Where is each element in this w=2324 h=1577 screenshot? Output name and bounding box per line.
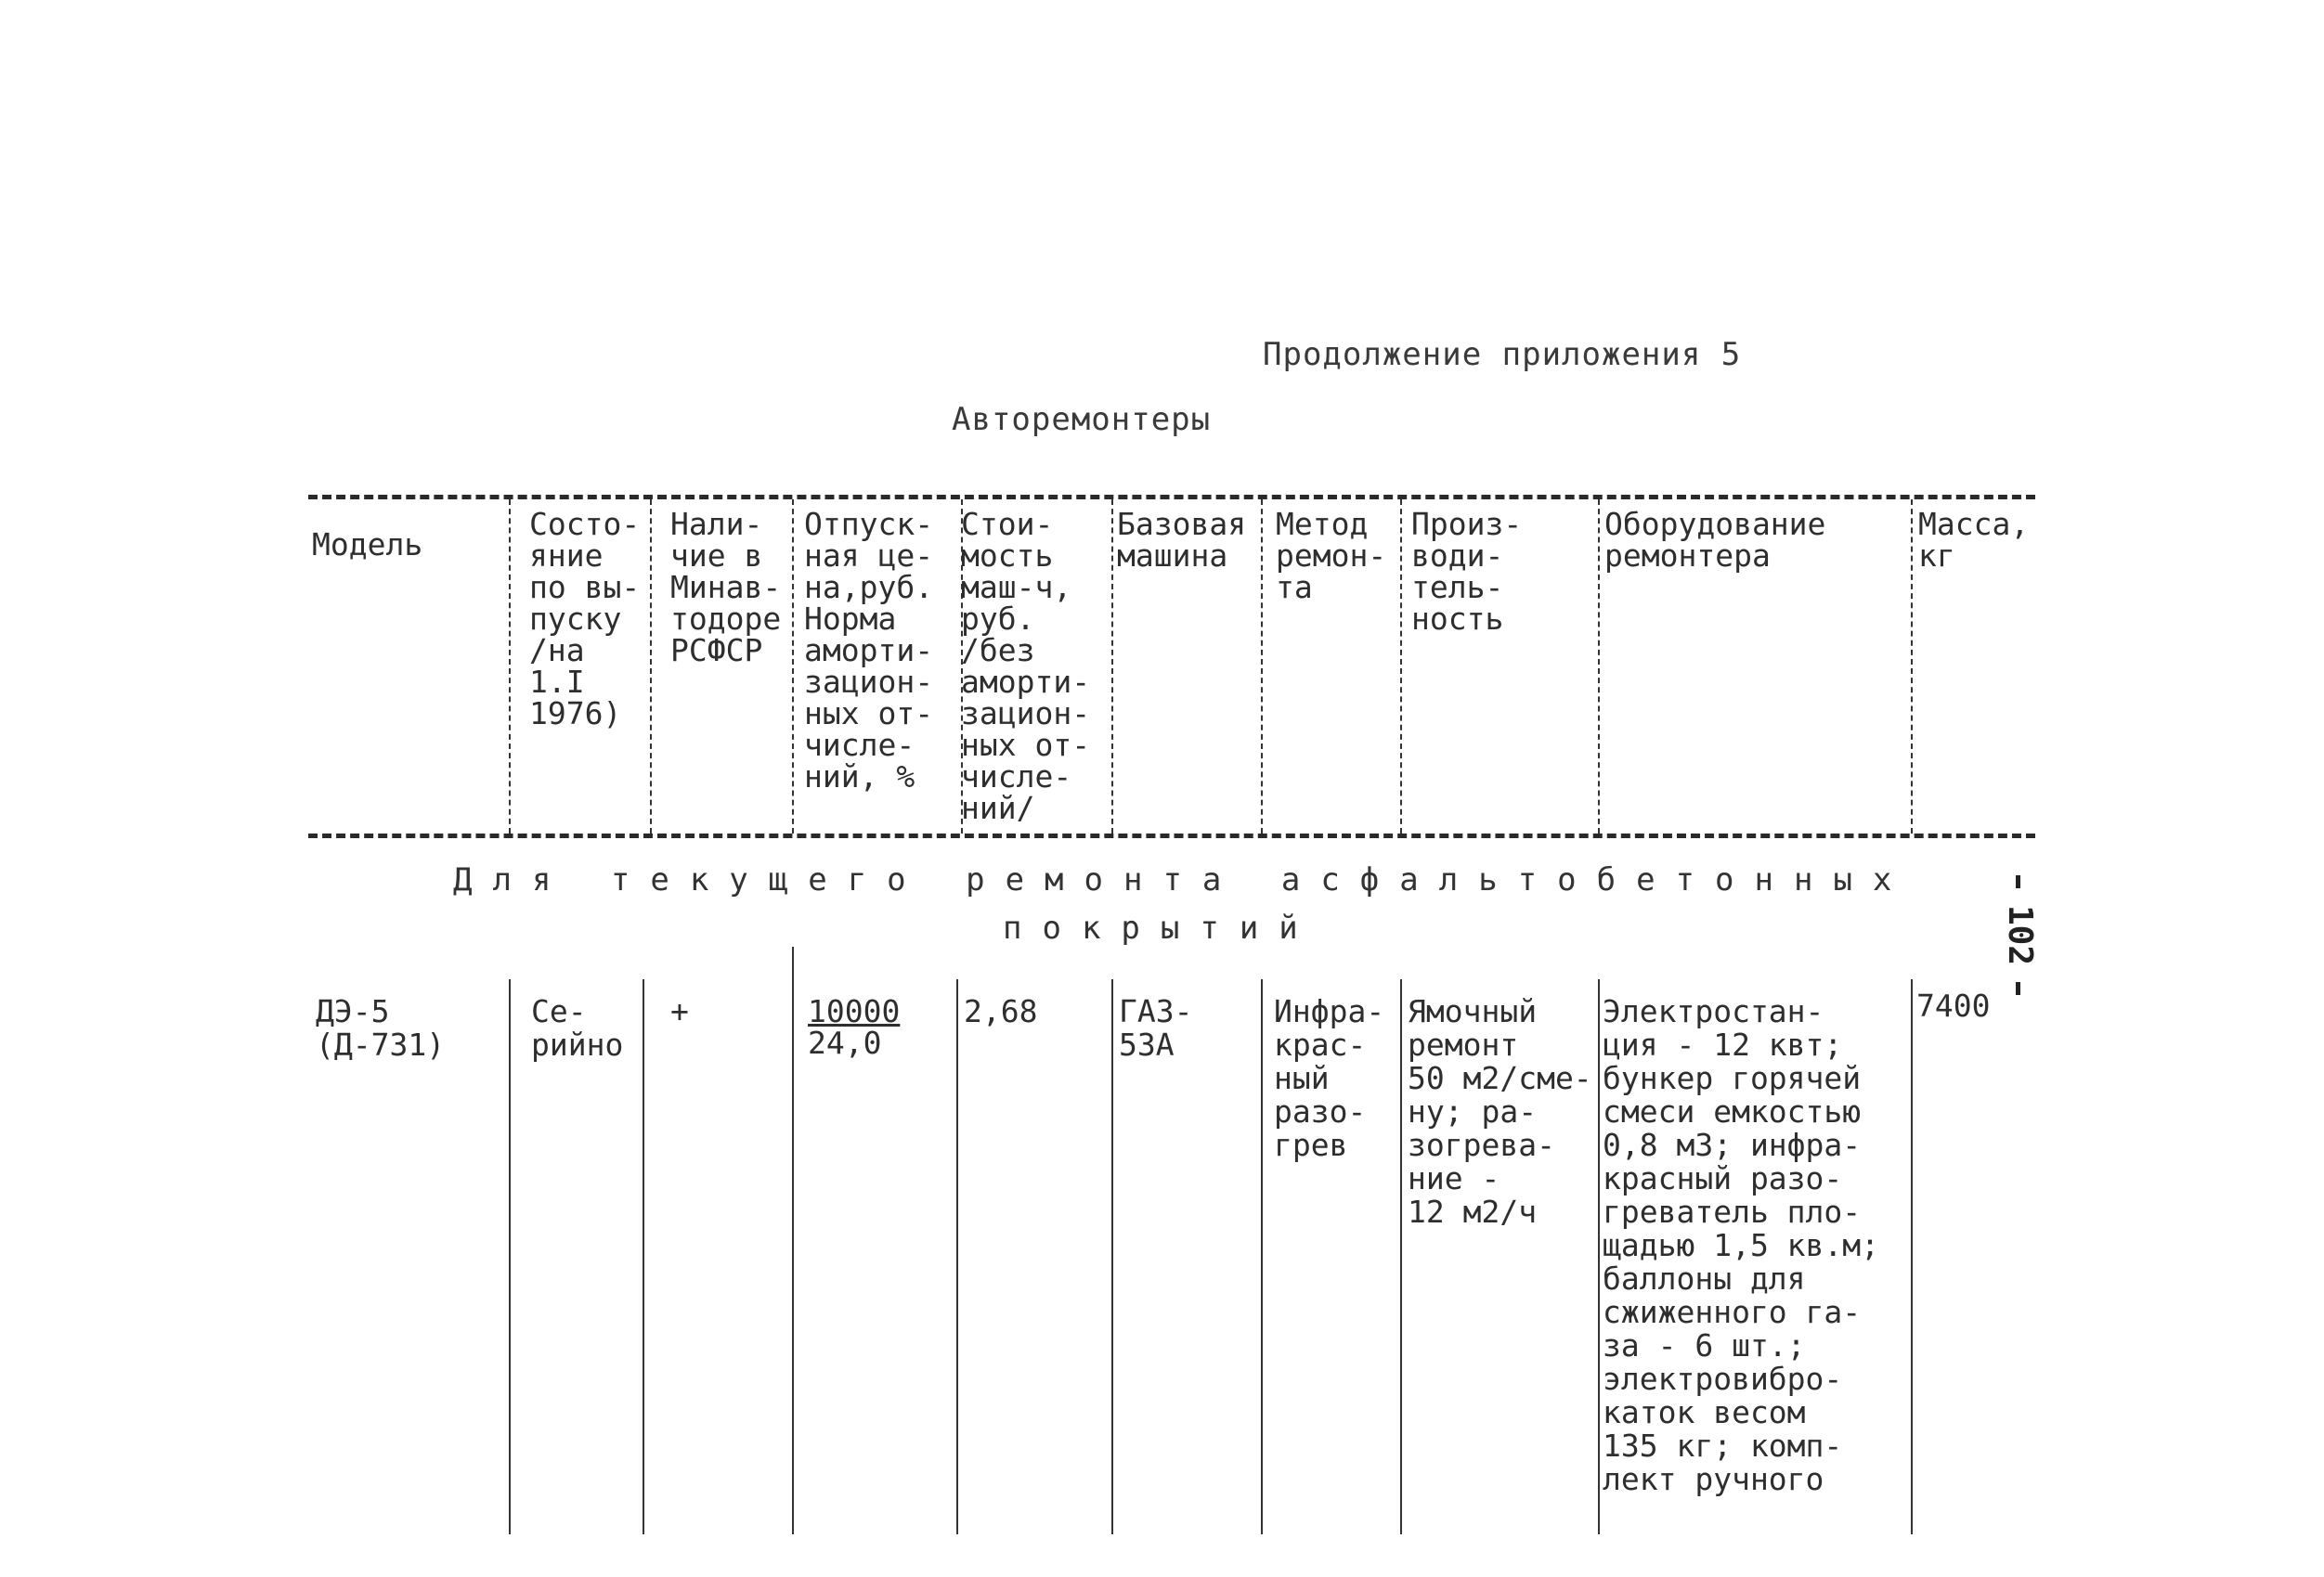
column-header-base: Базовая машина <box>1117 506 1247 574</box>
column-divider <box>643 979 644 1534</box>
cell-mass: 7400 <box>1916 988 1991 1024</box>
column-divider <box>792 947 794 1534</box>
column-header-productivity: Произ- води- тель- ность <box>1411 506 1523 637</box>
cell-method: Инфра- крас- ный разо- грев <box>1274 993 1385 1163</box>
column-divider <box>792 499 794 834</box>
cell-base-machine: ГАЗ- 53А <box>1119 993 1193 1063</box>
dash-mark <box>2017 982 2021 995</box>
column-divider <box>1911 499 1913 834</box>
appendix-continuation: Продолжение приложения 5 <box>1263 336 1742 373</box>
cell-price: 10000 <box>808 993 901 1029</box>
cell-state: Се- рийно <box>531 993 624 1063</box>
column-divider <box>1111 499 1113 834</box>
column-divider <box>509 979 511 1534</box>
column-divider <box>1261 499 1263 834</box>
column-header-method: Метод ремон- та <box>1276 506 1387 605</box>
column-divider <box>1261 979 1263 1534</box>
page-number <box>2001 859 2039 1012</box>
header-bottom-rule <box>308 834 2035 838</box>
column-header-availability: Нали- чие в Минав- тодоре РСФСР <box>670 506 782 668</box>
page-number-value: 102 <box>2001 905 2039 966</box>
column-header-equipment: Оборудование ремонтера <box>1604 506 1826 574</box>
cell-equipment: Электростан- ция - 12 квт; бункер горячей смеси емкостью 0,8 м3; инфра- красный разо- греватель пло- щадью 1,5 кв.м; баллоны для сжиженного га- за - 6 шт.; электровибро- каток весом 135 кг; комп- лект ручного <box>1603 993 1880 1497</box>
dash-mark <box>2017 875 2021 888</box>
column-header-mass: Масса, кг <box>1918 506 2030 574</box>
column-divider <box>1400 499 1402 834</box>
column-divider <box>509 499 511 834</box>
column-header-price: Отпуск- ная це- на,руб. Норма аморти- зацион- ных от- числе- ний, % <box>804 506 934 795</box>
cell-amortization-rate: 24,0 <box>808 1025 882 1061</box>
column-divider <box>650 499 652 834</box>
column-header-model: Модель <box>312 526 423 562</box>
column-divider <box>1911 979 1913 1534</box>
section-title: Для текущего ремонта асфальтобетонных <box>453 861 1913 898</box>
column-header-cost: Стои- мость маш-ч, руб. /без аморти- зацион- ных от- числе- ний/ <box>961 506 1091 826</box>
cell-availability: + <box>670 993 689 1029</box>
column-divider <box>1400 979 1402 1534</box>
cell-model: ДЭ-5 (Д-731) <box>316 993 446 1063</box>
column-divider <box>1598 979 1600 1534</box>
cell-productivity: Ямочный ремонт 50 м2/сме- ну; ра- зогрева- ние - 12 м2/ч <box>1408 993 1592 1230</box>
header-top-rule <box>308 495 2035 499</box>
table-title: Авторемонтеры <box>952 401 1212 438</box>
column-divider <box>956 979 958 1534</box>
column-divider <box>1598 499 1600 834</box>
column-header-state: Состо- яние по вы- пуску /на 1.I 1976) <box>529 506 641 731</box>
section-title-continued: покрытий <box>1003 910 1318 947</box>
column-divider <box>1111 979 1113 1534</box>
cell-cost: 2,68 <box>964 993 1038 1029</box>
